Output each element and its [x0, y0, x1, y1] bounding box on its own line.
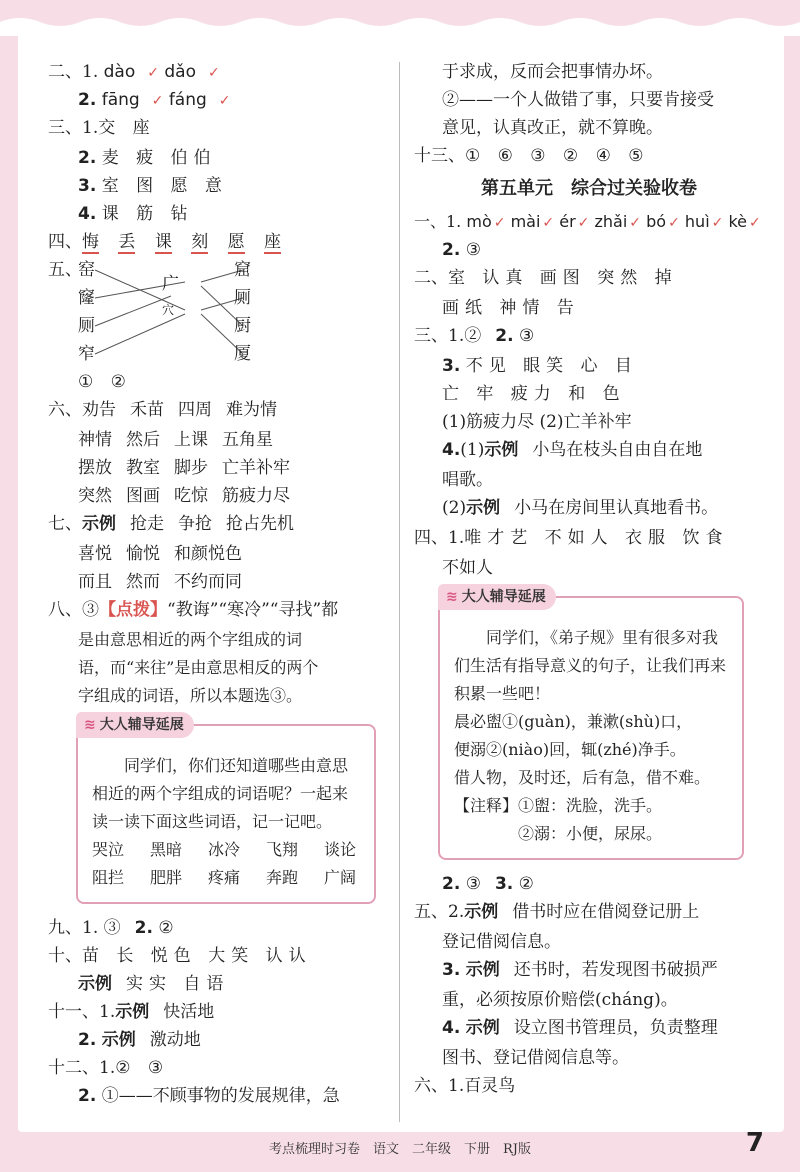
unit-answer-6-1: 六、1.百灵鸟 [414, 1076, 516, 1096]
answer-9: 九、1. ③ 2. ② [48, 918, 174, 938]
hint-label: 【点拨】 [99, 600, 167, 620]
page-number: 7 [745, 1128, 764, 1158]
answer-3-3: 3. 室 图 愿 意 [78, 176, 228, 196]
unit-answer-5-2-cont: 登记借阅信息。 [442, 932, 561, 952]
column-divider [399, 62, 400, 1122]
wave-icon: ≋ [446, 589, 458, 605]
answer-6-row4: 突然 图画 吃惊 筋疲力尽 [78, 486, 290, 506]
unit-answer-3-4: 4.(1)示例 小鸟在枝头自由自在地 [442, 440, 703, 460]
unit-answer-3-4-part2: (2)示例 小马在房间里认真地看书。 [442, 498, 719, 518]
answer-5-matching: 五、 窑 窿 厕 窄 广 穴 窟 厕 厨 厦 [48, 256, 388, 368]
unit-answer-5-3: 3. 示例 还书时，若发现图书破损严 [442, 960, 718, 980]
check-mark-icon: ✓ [542, 215, 555, 231]
right-column [414, 58, 764, 1100]
answer-2-1: 二、1. dào ✓ dǎo ✓ [48, 62, 220, 82]
answer-8: 八、③【点拨】“教诲”“寒冷”“寻找”都 [48, 600, 339, 620]
unit-answer-5-4: 4. 示例 设立图书管理员，负责整理 [442, 1018, 718, 1038]
answer-3-2: 2. 麦 疲 伯伯 [78, 148, 217, 168]
answer-2-2: 2. fāng ✓ fáng ✓ [78, 90, 231, 110]
left-column [48, 58, 388, 1110]
answer-7-row2: 喜悦 愉悦 和颜悦色 [78, 544, 242, 564]
check-mark-icon: ✓ [493, 215, 506, 231]
answer-11-1: 十一、1.示例 快活地 [48, 1002, 215, 1022]
unit-answer-1-2: 2. ③ [442, 240, 481, 260]
word-row-1: 哭泣 黑暗 冰冷 飞翔 谈论 [92, 840, 356, 859]
word-row-2: 阻拦 肥胖 疼痛 奔跑 广阔 [92, 868, 356, 887]
section-title: 第五单元 综合过关验收卷 [481, 178, 697, 199]
answer-10: 十、苗 长 悦色 大笑 认认 [48, 946, 312, 966]
unit-answer-3-3-line2: 亡 牢 疲力 和 色 [442, 384, 626, 404]
unit-answer-3-1: 三、1.② 2. ③ [414, 326, 535, 346]
answer-11-2: 2. 示例 激动地 [78, 1030, 201, 1050]
unit-answer-4-1: 四、1.唯才艺 不如人 衣服 饮食 [414, 528, 729, 548]
check-mark-icon: ✓ [749, 215, 761, 231]
answer-8-line2: 是由意思相近的两个字组成的词 [78, 630, 303, 649]
answer-4: 四、悔 丢 课 刻 愿 座 [48, 232, 282, 252]
answer-10-example: 示例 实实 自语 [78, 974, 230, 994]
answer-12-cont-2: ②——一个人做错了事，只要肯接受 [442, 90, 714, 110]
unit-answer-4-2: 2. ③ 3. ② [442, 874, 534, 894]
answer-3-1: 三、1.交 座 [48, 118, 156, 138]
check-mark-icon: ✓ [147, 65, 159, 81]
check-mark-icon: ✓ [151, 93, 164, 109]
answer-7-row1: 七、示例 抢走 争抢 抢占先机 [48, 514, 294, 534]
answer-7-row3: 而且 然而 不约而同 [78, 572, 242, 592]
check-mark-icon: ✓ [711, 215, 724, 231]
unit-answer-3-3-line3: (1)筋疲力尽 (2)亡羊补牢 [442, 412, 632, 432]
unit-answer-2: 二、室 认真 画图 突然 掉 [414, 268, 678, 288]
answer-6-row2: 神情 然后 上课 五角星 [78, 430, 273, 450]
parent-guidance-box: ≋ 大人辅导延展 同学们，你们还知道哪些由意思相近的两个字组成的词语呢？一起来读一读下面这些词语，记一记吧。 哭泣 黑暗 冰冷 飞翔 谈论 阻拦 肥胖 疼痛 奔跑 广阔 [76, 724, 376, 904]
unit-answer-5-3-cont: 重，必须按原价赔偿(cháng)。 [442, 990, 678, 1010]
unit-answer-3-3: 3. 不见 眼笑 心 目 [442, 356, 638, 376]
answer-6-row1: 六、劝告 禾苗 四周 难为情 [48, 400, 277, 420]
answer-8-line4: 字组成的词语，所以本题选③。 [78, 686, 303, 705]
unit-answer-3-4-cont: 唱歌。 [442, 470, 493, 490]
wave-icon: ≋ [84, 717, 96, 733]
parent-guidance-box: ≋ 大人辅导延展 同学们，《弟子规》里有很多对我们生活有指导意义的句子，让我们再来积累一些吧！ 晨必盥①(guàn)，兼漱(shù)口， 便溺②(niào)回，辄(zhé)净手。 借人物，及时还，后有急，借不难。 【注释】①盥：洗脸，洗手。 ②溺：小便，尿尿。 [438, 596, 744, 860]
answer-12-cont-1: 于求成，反而会把事情办坏。 [442, 62, 663, 82]
unit-answer-5-4-cont: 图书、登记借阅信息等。 [442, 1048, 629, 1068]
answer-12-1: 十二、1.② ③ [48, 1058, 170, 1078]
answer-6-row3: 摆放 教室 脚步 亡羊补牢 [78, 458, 290, 478]
check-mark-icon: ✓ [218, 93, 231, 109]
answer-3-4: 4. 课 筋 钻 [78, 204, 194, 224]
answer-13: 十三、① ⑥ ③ ② ④ ⑤ [414, 146, 650, 166]
answer-5-choice: ① ② [78, 372, 132, 392]
check-mark-icon: ✓ [208, 65, 220, 81]
check-mark-icon: ✓ [668, 215, 680, 231]
decorative-wavy-border [0, 0, 800, 36]
check-mark-icon: ✓ [629, 215, 642, 231]
unit-answer-2-line2: 画纸 神情 告 [442, 298, 580, 318]
answer-12-cont-3: 意见，认真改正，就不算晚。 [442, 118, 663, 138]
answer-8-line3: 语，而“来往”是由意思相反的两个 [78, 658, 319, 677]
unit-answer-5-2: 五、2.示例 借书时应在借阅登记册上 [414, 902, 700, 922]
check-mark-icon: ✓ [577, 215, 590, 231]
answer-12-2: 2. ①——不顾事物的发展规律，急 [78, 1086, 340, 1106]
unit-answer-4-1-line2: 不如人 [442, 558, 493, 578]
box-tag: ≋ 大人辅导延展 [76, 712, 194, 738]
box-tag: ≋ 大人辅导延展 [438, 584, 556, 610]
unit-answer-1-1: 一、1. mò ✓ mài ✓ ér ✓ zhǎi ✓ bó ✓ huì ✓ kè ✓ [414, 212, 761, 231]
page-footer: 考点梳理时习卷 语文 二年级 下册 RJ版 [269, 1142, 531, 1157]
